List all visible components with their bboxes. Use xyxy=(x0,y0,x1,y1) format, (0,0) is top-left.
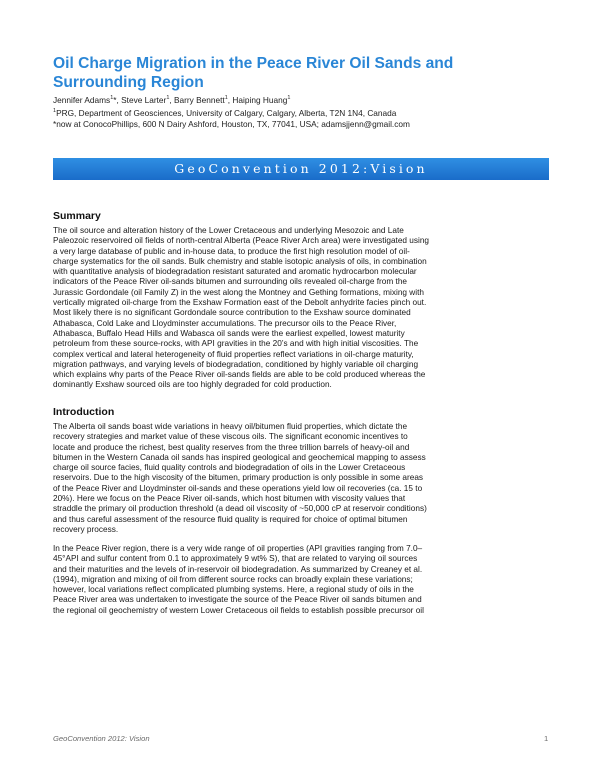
text-line: bitumen in the Western Canada oil sands has inspired geological and geochemical mapping to assess xyxy=(53,452,426,462)
text-line: reservoirs. Due to the high viscosity of the bitumen, primary production is only possible in some areas xyxy=(53,473,424,483)
affiliation-text: *now at ConocoPhillips, 600 N Dairy Ashford, Houston, TX, 77041, USA; adamsjjenn@gmail.com xyxy=(53,119,410,129)
author-name: Jennifer Adams xyxy=(53,95,111,105)
page-number: 1 xyxy=(544,734,549,743)
banner-text: GeoConvention 2012:Vision xyxy=(174,161,428,176)
text-line: indicators of the Peace River oil-sands bitumen and surrounding oils revealed oil-charge from the xyxy=(53,277,408,287)
text-line: with quantitative analysis of biodegradation resistant saturated and aromatic hydrocarbon molecular xyxy=(53,267,417,277)
author-affiliation-mark: 1 xyxy=(287,95,291,102)
author-list: Jennifer Adams$^1$*, Steve Larter$^1$, Barry Bennett$^1$, Haiping Huang$^1$ xyxy=(53,95,291,105)
text-line: Paleozoic reservoired oil fields of north-central Alberta (Peace River Arch area) were investigated using xyxy=(53,236,430,246)
text-line: The oil source and alteration history of the Lower Cretaceous and underlying Mesozoic and Late xyxy=(53,226,404,235)
text-line: straddle the primary oil production threshold (a dead oil viscosity of ~50,000 cP at reservoir conditions) xyxy=(53,504,427,514)
text-line: dominantly Exshaw sourced oils are too highly degraded for cold production. xyxy=(53,380,332,390)
text-line: migration pathways, and varying levels of biodegradation, conditioned by highly variable oil charging xyxy=(53,359,419,369)
corresponding-mark: * xyxy=(113,95,117,105)
introduction-paragraph-2 xyxy=(53,544,551,616)
text-line: and their maturities and the levels of in-reservoir oil biodegradation. As summarized by Creaney et al. xyxy=(53,564,423,574)
affiliation-1 xyxy=(53,108,553,119)
text-line: The Alberta oil sands boast wide variations in heavy oil/bitumen fluid properties, which dictate the xyxy=(53,422,408,431)
text-line: the regional oil geochemistry of western Lower Cretaceous oil fields to establish possible precursor oil xyxy=(53,605,424,615)
author-name: Barry Bennett xyxy=(174,95,225,105)
text-line: vertically migrated oil-charge from the Exshaw Formation east of the Debolt anhydrite facies pinch out. xyxy=(53,298,427,308)
author-affiliation-mark: 1 xyxy=(110,95,114,102)
title-line-1: Oil Charge Migration in the Peace River Oil Sands and xyxy=(53,55,454,72)
text-line: Jurassic Gordondale (oil Family Z) in the west along the Montney and Gething formations, mixing with xyxy=(53,287,424,297)
author-affiliation-mark: 1 xyxy=(166,95,170,102)
affiliation-2 xyxy=(53,119,553,130)
text-line: recovery process. xyxy=(53,524,119,534)
paper-title xyxy=(53,54,553,92)
summary-paragraph xyxy=(53,226,551,391)
text-line: Most likely there is no significant Gordondale source contribution to the Exshaw source dominated xyxy=(53,308,411,318)
text-line: which explains why parts of the Peace River oil-sands fields are able to be cold produced whereas the xyxy=(53,370,426,380)
text-line: Peace River area was undertaken to investigate the source of the Peace River oil sands bitumen and xyxy=(53,595,422,605)
affiliation-text: PRG, Department of Geosciences, University of Calgary, Calgary, Alberta, T2N 1N4, Canada xyxy=(56,108,397,118)
text-line: locate and produce the richest, best quality reserves from the three trillion barrels of heavy-oil and xyxy=(53,442,410,452)
text-line: 45°API and sulfur content from 0.1 to approximately 9 wt% S), that are related to varying oil sources xyxy=(53,554,418,564)
summary-heading: Summary xyxy=(53,210,101,222)
author-name: Steve Larter xyxy=(121,95,167,105)
author-name: Haiping Huang xyxy=(232,95,288,105)
text-line: however, local variations reflect complicated plumbing systems. Here, a regional study of oils in the xyxy=(53,585,414,595)
conference-banner xyxy=(53,158,549,180)
text-line: (1994), migration and mixing of oil from different source rocks can broadly explain these variations; xyxy=(53,574,413,584)
affiliation-mark: 1 xyxy=(53,108,57,115)
footer-conference: GeoConvention 2012: Vision xyxy=(53,734,150,743)
text-line: charge oil source facies, fluid quality controls and biodegradation of oils in the Lower Cretaceous xyxy=(53,463,406,473)
text-line: In the Peace River region, there is a very wide range of oil properties (API gravities ranging from 7.0– xyxy=(53,544,423,553)
text-line: 20%). Here we focus on the Peace River oil-sands, which host bitumen with viscosity values that xyxy=(53,494,406,504)
introduction-paragraph-1 xyxy=(53,422,551,535)
text-line: recovery strategies and market value of these viscous oils. The significant economic incentives to xyxy=(53,432,408,442)
text-line: of the Peace River and Lloydminster oil-sands and these operations yield low oil recoveries (ca. 15 to xyxy=(53,483,423,493)
text-line: complex vertical and lateral heterogeneity of fluid properties reflect variations in oil-charge maturity, xyxy=(53,349,414,359)
introduction-heading: Introduction xyxy=(53,406,115,418)
text-line: Athabasca, Buffalo Head Hills and Wabasca oil sands were the earliest expelled, lowest maturity xyxy=(53,328,405,338)
text-line: petroleum from these source-rocks, with API gravities in the 20’s and with high initial viscosities. The xyxy=(53,339,419,349)
text-line: charge systematics for the oil sands. Bulk chemistry and stable isotopic analysis of oils, in combination xyxy=(53,256,427,266)
author-affiliation-mark: 1 xyxy=(224,95,228,102)
title-line-2: Surrounding Region xyxy=(53,74,204,91)
text-line: Athabasca, Cold Lake and Lloydminster accumulations. The precursor oils to the Peace River, xyxy=(53,318,397,328)
text-line: and thus careful assessment of the resource fluid quality is required for choice of optimal bitumen xyxy=(53,514,408,524)
text-line: a very large database of public and in-house data, to produce the first high resolution model of oil- xyxy=(53,246,410,256)
